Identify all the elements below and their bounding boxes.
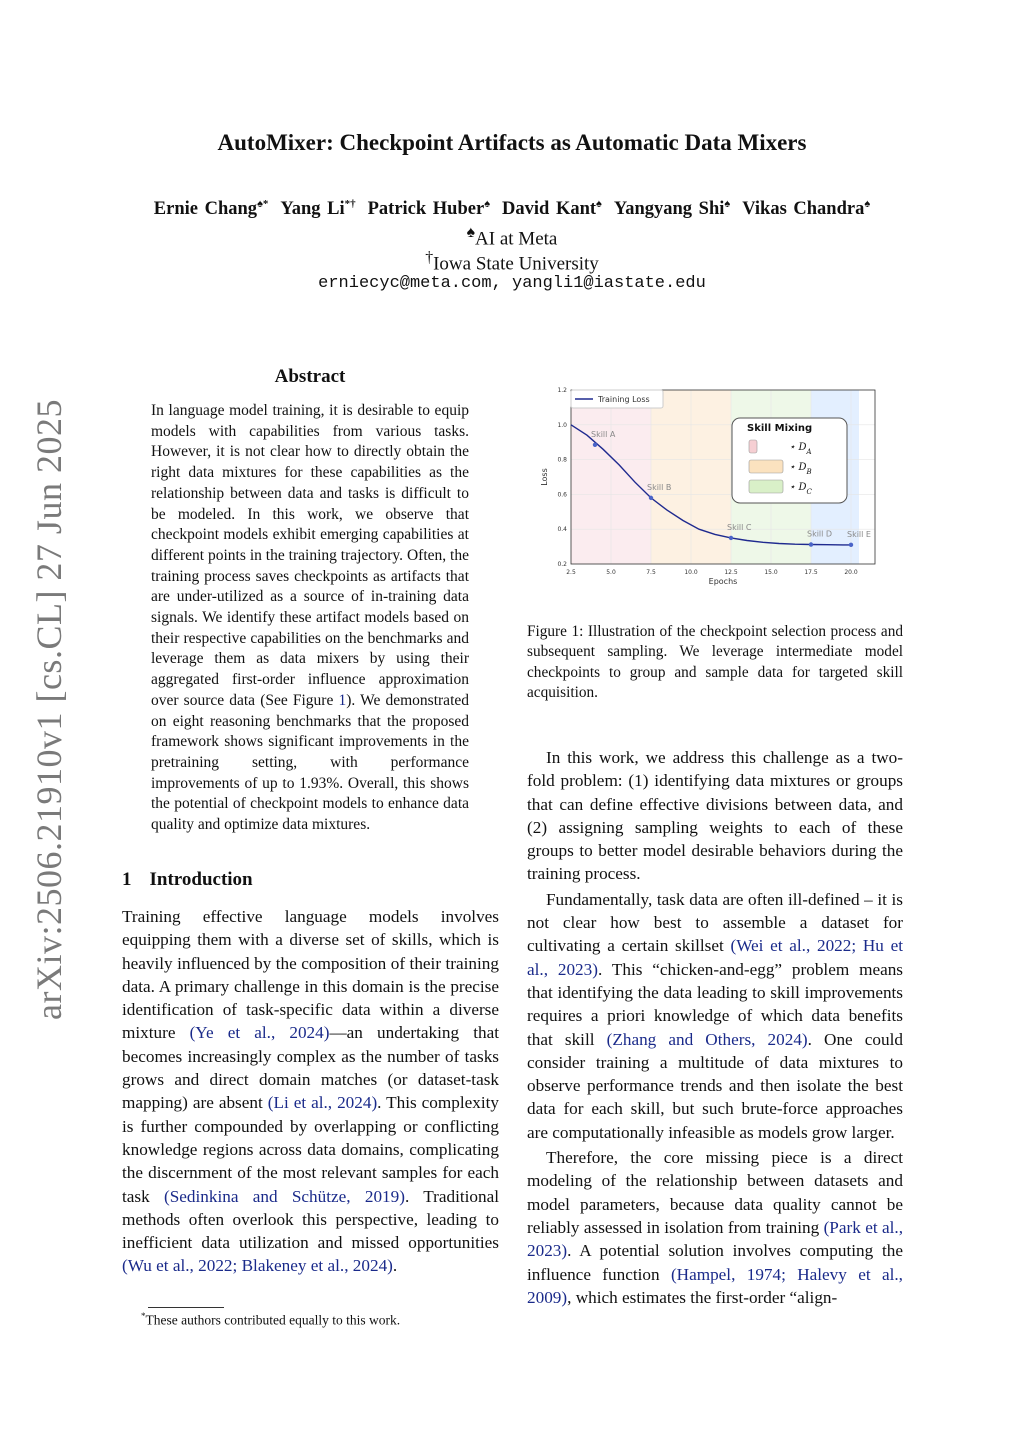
- body-text: Therefore, the core missing piece is a direct modeling of the relationship between datasets and model parameters, because data quality cannot be reliably assessed in isolation from training: [527, 1148, 903, 1237]
- skill-mixing-title: Skill Mixing: [747, 423, 813, 434]
- y-axis-label: Loss: [540, 468, 549, 486]
- skill-checkpoint-marker: [849, 543, 853, 547]
- x-tick-label: 20.0: [844, 569, 858, 576]
- skill-mixing-swatch: [749, 460, 783, 473]
- abstract-text-part-1: In language model training, it is desirable to equip models with capabilities from various tasks. However, it is not clear how to directly obtain the right data mixtures for these capabilities as the relationship between data and tasks is difficult to be modeled. In this work, we observe that checkpoint models exhibit emerging capabilities at different points in the training trajectory. Often, the training process saves checkpoints as artifacts that are under-utilized as a source of in-training data signals. We identify these artifact models based on their respective capabilities on the benchmarks and leverage them as data mixers by using their aggregated first-order influence approximation over source data (See Figure: [151, 402, 469, 709]
- skill-checkpoint-label: Skill B: [647, 482, 672, 492]
- x-tick-label: 15.0: [764, 569, 778, 576]
- skill-checkpoint-marker: [649, 496, 653, 500]
- author-name: [280, 199, 355, 219]
- footnote: [141, 1311, 400, 1329]
- author-affiliation-mark: *†: [344, 198, 356, 210]
- arxiv-identifier-stamp: arXiv:2506.21910v1 [cs.CL] 27 Jun 2025: [29, 399, 69, 1020]
- y-tick-label: 1.2: [557, 387, 567, 394]
- figure-1-caption: Figure 1: Illustration of the checkpoint selection process and subsequent sampling. We leverage intermediate model checkpoints to group and sample data for targeted skill acquisition.: [527, 623, 903, 702]
- dataset-letter: D: [798, 462, 807, 473]
- introduction-body: [122, 905, 499, 1278]
- author-affiliation-mark: ♠: [864, 198, 871, 210]
- dataset-letter: D: [798, 482, 807, 493]
- x-tick-label: 12.5: [724, 569, 738, 576]
- abstract-heading: Abstract: [274, 366, 346, 387]
- citation-link[interactable]: (Wei et al., 2022; Hu et al., 2023): [527, 936, 903, 979]
- x-tick-label: 2.5: [566, 569, 576, 576]
- citation-link[interactable]: (Hampel, 1974; Halevy et al., 2009): [527, 1264, 903, 1307]
- body-text: Fundamentally, task data are often ill-defined – it is not clear how best to assemble a dataset for cultivating a certain skillset: [527, 889, 903, 956]
- footnote-divider: [148, 1307, 224, 1308]
- y-tick-label: 0.2: [557, 561, 567, 568]
- section-number: 1: [122, 869, 132, 890]
- citation-link[interactable]: (Sedinkina and Schütze, 2019): [163, 1186, 405, 1206]
- affiliation-mark: ♠: [466, 224, 476, 241]
- author-name: [502, 199, 602, 219]
- figure-1-training-loss-chart: [527, 378, 902, 608]
- author-affiliation-mark: ♠: [484, 198, 491, 210]
- skill-checkpoint-label: Skill E: [847, 529, 871, 539]
- body-text: . This “chicken-and-egg” problem means that identifying the data leading to skill improvements requires a priori knowledge of which data benefits that skill: [527, 959, 903, 1049]
- skill-mixing-box: [732, 418, 847, 503]
- citation-link[interactable]: (Ye et al., 2024): [189, 1023, 330, 1043]
- y-tick-label: 0.4: [557, 526, 567, 534]
- y-tick-label: 0.8: [557, 456, 567, 464]
- legend-label: Training Loss: [598, 395, 650, 404]
- affiliation-meta: [0, 224, 1024, 250]
- skill-checkpoint-label: Skill A: [591, 429, 616, 439]
- right-column-body: [527, 746, 903, 1311]
- skill-checkpoint-label: Skill D: [807, 529, 833, 539]
- right-paragraph-2: [527, 888, 903, 1144]
- body-text: Training effective language models involves equipping them with a diverse set of skills, which is heavily influenced by the composition of their training data. A primary challenge in this domain is the precise identification of task-specific data within a diverse mixture: [122, 907, 499, 1043]
- body-text: —an undertaking that becomes increasingly complex as the number of tasks grows and direct domain matches (or dataset-task mapping) are absent: [122, 1023, 499, 1113]
- body-text: . Traditional methods often overlook this perspective, leading to inefficient data utilization and missed opportunities: [122, 1186, 499, 1253]
- paper-title: AutoMixer: Checkpoint Artifacts as Automatic Data Mixers: [217, 130, 807, 155]
- intro-paragraph-1: [122, 905, 499, 1278]
- author-list: [0, 198, 1024, 220]
- x-tick-label: 17.5: [804, 569, 818, 576]
- skill-checkpoint-marker: [593, 443, 597, 447]
- skill-checkpoint-label: Skill C: [727, 522, 752, 532]
- skill-checkpoint-marker: [729, 536, 733, 540]
- author-name-text: Yangyang Shi: [613, 199, 725, 220]
- y-tick-label: 1.0: [557, 421, 567, 429]
- dataset-letter: D: [798, 442, 807, 453]
- affiliation-mark: †: [425, 249, 434, 266]
- x-tick-label: 5.0: [606, 569, 616, 576]
- figure-1-link[interactable]: 1: [338, 691, 347, 709]
- author-name-text: David Kant: [502, 199, 597, 220]
- dataset-subscript: B: [806, 468, 812, 476]
- y-tick-label: 0.6: [557, 491, 567, 499]
- body-text: .: [392, 1256, 398, 1276]
- section-title: Introduction: [149, 869, 253, 890]
- author-affiliation-mark: ♠*: [257, 198, 269, 210]
- citation-link[interactable]: (Wu et al., 2022; Blakeney et al., 2024): [122, 1256, 393, 1276]
- skill-mixing-swatch: [749, 440, 757, 453]
- author-name: [742, 199, 870, 219]
- dataset-subscript: C: [806, 488, 812, 496]
- abstract-text-part-2: ). We demonstrated on eight reasoning benchmarks that the proposed framework shows significant improvements in the pretraining setting, with performance improvements of up to 1.93%. Overall, this shows the potential of checkpoint models to enhance data quality and optimize data mixtures.: [151, 691, 469, 834]
- author-name-text: Yang Li: [280, 199, 345, 220]
- x-tick-label: 7.5: [646, 569, 656, 576]
- chart-legend: [571, 390, 663, 408]
- right-paragraph-3: [527, 1146, 903, 1309]
- body-text: In this work, we address this challenge as a two-fold problem: (1) identifying data mixtures or groups that can define effective divisions between data, and (2) assigning sampling weights to each of these groups to better model desirable behaviors during the training process.: [527, 748, 903, 884]
- author-name-text: Ernie Chang: [153, 199, 258, 220]
- star-icon: ⋆: [789, 482, 799, 493]
- affiliation-iowa-state: [0, 249, 1024, 275]
- right-paragraph-1: [527, 746, 903, 886]
- author-name-text: Patrick Huber: [367, 199, 485, 220]
- citation-link[interactable]: (Li et al., 2024): [267, 1093, 378, 1113]
- author-name: [368, 199, 490, 219]
- author-emails: erniecyc@meta.com, yangli1@iastate.edu: [318, 274, 706, 293]
- star-icon: ⋆: [789, 462, 799, 473]
- citation-link[interactable]: (Park et al., 2023): [527, 1217, 903, 1261]
- author-affiliation-mark: ♠: [596, 198, 602, 210]
- skill-mixing-swatch: [749, 480, 783, 493]
- x-axis-label: Epochs: [708, 577, 738, 586]
- abstract-body: [151, 401, 469, 836]
- dataset-subscript: A: [806, 448, 812, 456]
- body-text: . This complexity is further compounded by overlapping or conflicting knowledge regions across data domains, complicating the discernment of the most relevant samples for each task: [122, 1093, 500, 1206]
- section-heading-introduction: [122, 869, 253, 891]
- body-text: . A potential solution involves computing the influence function: [527, 1241, 903, 1284]
- author-affiliation-mark: ♠: [724, 198, 731, 210]
- skill-checkpoint-marker: [809, 542, 813, 546]
- author-name: [614, 199, 730, 219]
- citation-link[interactable]: (Zhang and Others, 2024): [606, 1029, 808, 1049]
- x-tick-label: 10.0: [684, 569, 698, 576]
- affiliation-name: Iowa State University: [433, 253, 599, 275]
- author-name-text: Vikas Chandra: [742, 199, 865, 220]
- author-name: [154, 199, 269, 219]
- affiliation-name: AI at Meta: [475, 228, 558, 250]
- footnote-text: These authors contributed equally to this work.: [145, 1312, 401, 1328]
- footnote-mark: *: [141, 1311, 146, 1321]
- body-text: . One could consider training a multitude of data mixtures to observe performance trends and then isolate the best data for each skill, but such brute-force approaches are computationally infeasible as models grow larger.: [527, 1029, 903, 1142]
- body-text: , which estimates the first-order “align-: [567, 1287, 838, 1307]
- star-icon: ⋆: [789, 442, 799, 453]
